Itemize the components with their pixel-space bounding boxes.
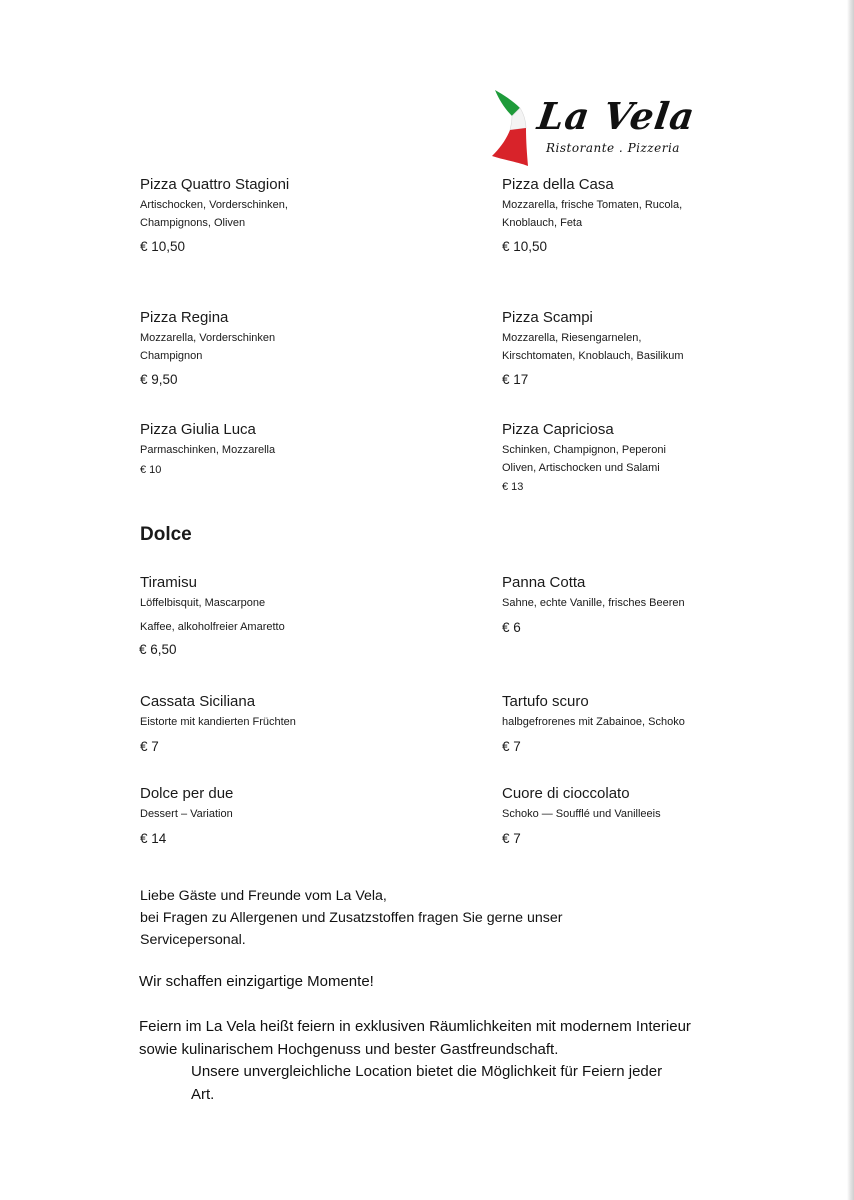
note-line: sowie kulinarischem Hochgenuss und bester Gastfreundschaft. [139, 1041, 559, 1058]
note-line: Feiern im La Vela heißt feiern in exklusiven Räumlichkeiten mit modernem Interieur [139, 1018, 691, 1035]
event-paragraph-indented [191, 1060, 751, 1106]
section-title-dolce: Dolce [140, 524, 192, 545]
note-line: Servicepersonal. [140, 932, 246, 948]
item-description: Schinken, Champignon, Peperoni Oliven, Artischocken und Salami [502, 444, 666, 474]
item-name: Pizza Regina [140, 309, 229, 326]
event-paragraph [139, 1015, 779, 1061]
item-price: € 14 [140, 830, 167, 846]
item-description: Mozzarella, frische Tomaten, Rucola, Knoblauch, Feta [502, 199, 683, 229]
item-name: Pizza della Casa [502, 176, 614, 193]
item-name: Panna Cotta [502, 574, 586, 591]
menu-item [140, 785, 460, 847]
slogan: Wir schaffen einzigartige Momente! [139, 973, 374, 990]
item-description: Eistorte mit kandierten Früchten [140, 716, 296, 728]
logo-title: La Vela [534, 94, 698, 138]
item-price: € 7 [140, 738, 159, 754]
menu-item [140, 309, 460, 388]
item-description: Dessert – Variation [140, 808, 233, 820]
menu-item [502, 176, 822, 255]
item-name: Tiramisu [140, 574, 197, 591]
menu-item [502, 309, 822, 388]
item-price: € 6,50 [139, 641, 177, 657]
menu-item [140, 574, 460, 658]
menu-item [140, 693, 460, 755]
item-description: Schoko — Soufflé und Vanilleeis [502, 808, 661, 820]
item-name: Dolce per due [140, 785, 234, 802]
item-name: Pizza Capriciosa [502, 421, 614, 438]
allergen-note [140, 885, 740, 951]
item-price: € 7 [502, 830, 521, 846]
item-description: Artischocken, Vorderschinken, Champignons, Oliven [140, 199, 288, 229]
item-price: € 9,50 [140, 372, 178, 387]
item-name: Pizza Giulia Luca [140, 421, 256, 438]
menu-item [140, 421, 460, 479]
item-description: Mozzarella, Riesengarnelen, Kirschtomaten, Knoblauch, Basilikum [502, 332, 684, 362]
item-name: Cassata Siciliana [140, 693, 256, 710]
item-description: halbgefrorenes mit Zabainoe, Schoko [502, 716, 685, 728]
item-description-extra: Kaffee, alkoholfreier Amaretto [140, 620, 285, 633]
page-edge [847, 0, 854, 1200]
menu-item [502, 421, 822, 496]
item-price: € 6 [502, 619, 521, 635]
item-description: Sahne, echte Vanille, frisches Beeren [502, 597, 685, 609]
note-line: Unsere unvergleichliche Location bietet die Möglichkeit für Feiern jeder [191, 1063, 663, 1080]
note-line: Liebe Gäste und Freunde vom La Vela, [140, 888, 387, 904]
item-description: Mozzarella, Vorderschinken Champignon [140, 332, 276, 362]
item-price: € 10 [140, 463, 162, 476]
item-name: Pizza Scampi [502, 309, 593, 326]
item-name: Cuore di cioccolato [502, 785, 630, 802]
item-price: € 13 [502, 481, 524, 493]
note-line: Art. [191, 1086, 215, 1103]
item-price: € 10,50 [140, 239, 186, 254]
item-price: € 17 [502, 372, 529, 387]
item-price: € 10,50 [502, 239, 548, 254]
note-line: bei Fragen zu Allergenen und Zusatzstoffen fragen Sie gerne unser [140, 910, 563, 926]
menu-item [140, 176, 460, 255]
logo-tagline: Ristorante . Pizzeria [546, 141, 680, 155]
menu-item [502, 785, 822, 847]
menu-item [502, 574, 822, 636]
item-description: Löffelbisquit, Mascarpone [140, 597, 266, 609]
item-price: € 7 [502, 738, 521, 754]
item-name: Tartufo scuro [502, 693, 589, 710]
item-description: Parmaschinken, Mozzarella [140, 444, 276, 456]
item-name: Pizza Quattro Stagioni [140, 176, 290, 193]
menu-item [502, 693, 822, 755]
